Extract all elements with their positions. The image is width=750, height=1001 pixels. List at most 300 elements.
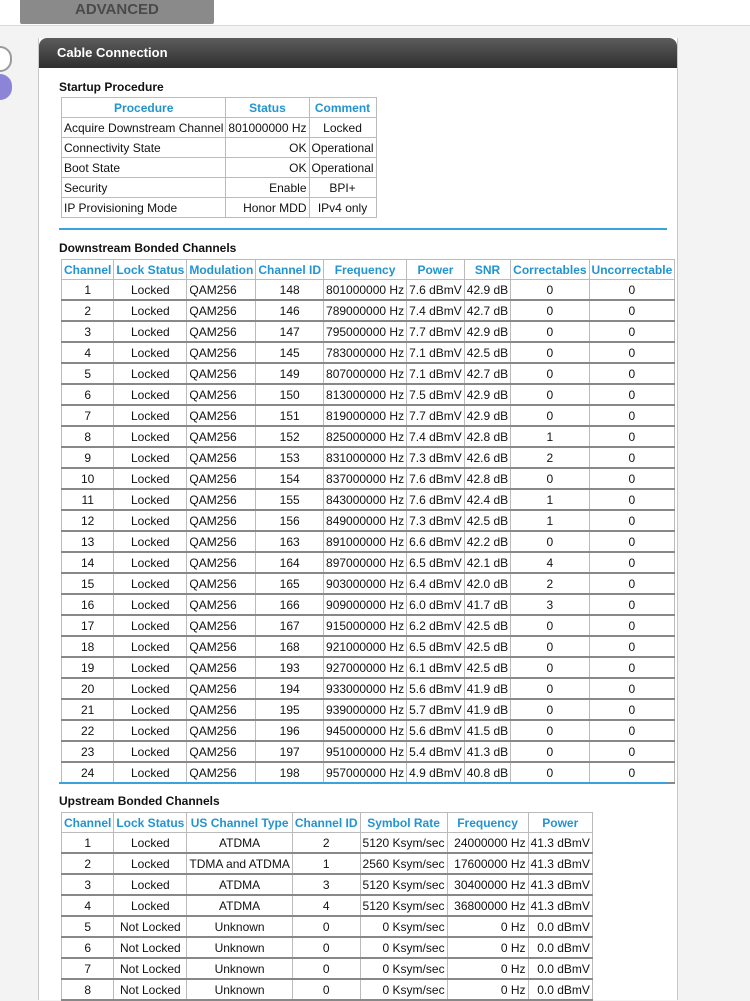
downstream-cell: QAM256 (187, 510, 256, 531)
downstream-cell: Locked (114, 510, 187, 531)
table-row (62, 531, 675, 552)
downstream-cell: 4 (511, 552, 589, 573)
downstream-cell: 23 (62, 741, 114, 762)
downstream-cell: 150 (256, 384, 324, 405)
downstream-cell: 152 (256, 426, 324, 447)
downstream-cell: 795000000 Hz (324, 321, 407, 342)
startup-cell: Boot State (62, 158, 226, 178)
downstream-cell: 0 (589, 552, 675, 573)
downstream-cell: 193 (256, 657, 324, 678)
upstream-cell: Not Locked (114, 979, 187, 1000)
table-row (62, 138, 377, 158)
upstream-cell: 2560 Ksym/sec (360, 853, 447, 874)
upstream-cell: Not Locked (114, 937, 187, 958)
upstream-cell: Locked (114, 874, 187, 895)
downstream-cell: 789000000 Hz (324, 300, 407, 321)
side-toggle-active-icon[interactable] (0, 74, 12, 100)
downstream-cell: 0 (589, 384, 675, 405)
downstream-cell: QAM256 (187, 594, 256, 615)
downstream-cell: 22 (62, 720, 114, 741)
downstream-cell: 21 (62, 699, 114, 720)
downstream-cell: 42.7 dB (464, 363, 510, 384)
downstream-cell: Locked (114, 405, 187, 426)
table-row (62, 853, 593, 874)
downstream-cell: Locked (114, 300, 187, 321)
downstream-cell: QAM256 (187, 678, 256, 699)
upstream-cell: Unknown (187, 937, 292, 958)
downstream-cell: Locked (114, 678, 187, 699)
downstream-cell: 7.4 dBmV (407, 300, 465, 321)
downstream-column-header: Power (407, 260, 465, 280)
downstream-cell: 5 (62, 363, 114, 384)
downstream-cell: 42.8 dB (464, 426, 510, 447)
downstream-cell: 0 (589, 489, 675, 510)
downstream-cell: 7.6 dBmV (407, 489, 465, 510)
table-row (62, 937, 593, 958)
downstream-cell: 0 (589, 363, 675, 384)
downstream-cell: 0 (589, 699, 675, 720)
upstream-cell: 30400000 Hz (447, 874, 528, 895)
downstream-cell: 153 (256, 447, 324, 468)
downstream-cell: 41.7 dB (464, 594, 510, 615)
downstream-cell: Locked (114, 594, 187, 615)
downstream-cell: 0 (511, 531, 589, 552)
startup-cell: Acquire Downstream Channel (62, 118, 226, 138)
advanced-tab-label: ADVANCED (75, 1, 159, 18)
upstream-cell: 2 (292, 833, 360, 854)
upstream-cell: 3 (292, 874, 360, 895)
startup-cell: Connectivity State (62, 138, 226, 158)
upstream-cell: 0 Hz (447, 979, 528, 1000)
table-row (62, 895, 593, 916)
downstream-cell: 0 (511, 720, 589, 741)
downstream-cell: 7.7 dBmV (407, 321, 465, 342)
startup-table (61, 97, 377, 218)
downstream-cell: 40.8 dB (464, 762, 510, 783)
section-divider (59, 228, 667, 230)
downstream-cell: 6.4 dBmV (407, 573, 465, 594)
downstream-cell: 0 (589, 636, 675, 657)
downstream-cell: 0 (511, 762, 589, 783)
upstream-cell: 0.0 dBmV (528, 937, 592, 958)
downstream-cell: 783000000 Hz (324, 342, 407, 363)
upstream-column-header: Channel ID (292, 813, 360, 833)
upstream-cell: 41.3 dBmV (528, 833, 592, 854)
downstream-cell: QAM256 (187, 384, 256, 405)
table-row (62, 552, 675, 573)
table-row (62, 657, 675, 678)
startup-cell: OK (226, 138, 309, 158)
downstream-cell: Locked (114, 342, 187, 363)
upstream-cell: 17600000 Hz (447, 853, 528, 874)
downstream-cell: Locked (114, 531, 187, 552)
upstream-table (61, 812, 593, 1001)
upstream-cell: Not Locked (114, 916, 187, 937)
downstream-cell: 42.0 dB (464, 573, 510, 594)
upstream-cell: Locked (114, 853, 187, 874)
table-row (62, 594, 675, 615)
downstream-cell: 164 (256, 552, 324, 573)
downstream-cell: 42.1 dB (464, 552, 510, 573)
downstream-cell: QAM256 (187, 363, 256, 384)
table-row (62, 300, 675, 321)
downstream-cell: Locked (114, 741, 187, 762)
downstream-cell: 196 (256, 720, 324, 741)
downstream-column-header: Modulation (187, 260, 256, 280)
downstream-cell: 7.6 dBmV (407, 468, 465, 489)
upstream-cell: 3 (62, 874, 114, 895)
downstream-cell: 945000000 Hz (324, 720, 407, 741)
upstream-column-header: Frequency (447, 813, 528, 833)
upstream-header-row (62, 813, 593, 833)
downstream-cell: QAM256 (187, 447, 256, 468)
downstream-cell: QAM256 (187, 280, 256, 301)
downstream-cell: 13 (62, 531, 114, 552)
downstream-cell: 927000000 Hz (324, 657, 407, 678)
downstream-cell: Locked (114, 489, 187, 510)
upstream-cell: Locked (114, 833, 187, 854)
downstream-cell: Locked (114, 552, 187, 573)
downstream-cell: 0 (589, 468, 675, 489)
downstream-cell: 163 (256, 531, 324, 552)
table-row (62, 384, 675, 405)
downstream-cell: Locked (114, 384, 187, 405)
downstream-cell: 6 (62, 384, 114, 405)
upstream-column-header: Power (528, 813, 592, 833)
upstream-cell: 0 Hz (447, 916, 528, 937)
table-row (62, 874, 593, 895)
downstream-header-row (62, 260, 675, 280)
upstream-cell: 4 (62, 895, 114, 916)
downstream-cell: 0 (589, 531, 675, 552)
downstream-column-header: Correctables (511, 260, 589, 280)
upstream-cell: Unknown (187, 958, 292, 979)
upstream-cell: 0 Ksym/sec (360, 937, 447, 958)
downstream-cell: QAM256 (187, 720, 256, 741)
downstream-cell: QAM256 (187, 426, 256, 447)
downstream-cell: 7.7 dBmV (407, 405, 465, 426)
downstream-cell: 2 (511, 573, 589, 594)
upstream-cell: 0 (292, 916, 360, 937)
downstream-cell: QAM256 (187, 615, 256, 636)
upstream-cell: 5 (62, 916, 114, 937)
downstream-cell: Locked (114, 615, 187, 636)
downstream-table (61, 259, 675, 784)
table-row (62, 178, 377, 198)
downstream-cell: 0 (589, 342, 675, 363)
downstream-cell: 149 (256, 363, 324, 384)
downstream-cell: QAM256 (187, 636, 256, 657)
top-nav-bar (0, 0, 750, 26)
upstream-cell: 0.0 dBmV (528, 916, 592, 937)
table-row (62, 426, 675, 447)
upstream-cell: 8 (62, 979, 114, 1000)
startup-column-header: Status (226, 98, 309, 118)
downstream-cell: 0 (589, 594, 675, 615)
downstream-cell: 837000000 Hz (324, 468, 407, 489)
downstream-cell: 9 (62, 447, 114, 468)
downstream-cell: 4 (62, 342, 114, 363)
downstream-cell: 7.4 dBmV (407, 426, 465, 447)
downstream-cell: 2 (62, 300, 114, 321)
downstream-cell: Locked (114, 762, 187, 783)
downstream-column-header: Channel ID (256, 260, 324, 280)
upstream-cell: 0 Ksym/sec (360, 916, 447, 937)
downstream-cell: 5.6 dBmV (407, 678, 465, 699)
downstream-cell: 813000000 Hz (324, 384, 407, 405)
downstream-cell: 154 (256, 468, 324, 489)
downstream-cell: 6.0 dBmV (407, 594, 465, 615)
downstream-cell: 825000000 Hz (324, 426, 407, 447)
downstream-cell: 0 (511, 384, 589, 405)
downstream-cell: 167 (256, 615, 324, 636)
downstream-cell: 42.7 dB (464, 300, 510, 321)
table-row (62, 342, 675, 363)
upstream-cell: ATDMA (187, 874, 292, 895)
upstream-cell: 1 (62, 833, 114, 854)
startup-cell: Operational (309, 138, 376, 158)
downstream-cell: 0 (589, 741, 675, 762)
upstream-cell: 24000000 Hz (447, 833, 528, 854)
downstream-cell: Locked (114, 657, 187, 678)
downstream-cell: Locked (114, 573, 187, 594)
startup-cell: Honor MDD (226, 198, 309, 218)
downstream-cell: 42.2 dB (464, 531, 510, 552)
downstream-cell: QAM256 (187, 699, 256, 720)
downstream-cell: 1 (511, 426, 589, 447)
downstream-cell: 42.9 dB (464, 405, 510, 426)
table-row (62, 198, 377, 218)
downstream-cell: 10 (62, 468, 114, 489)
upstream-cell: Not Locked (114, 958, 187, 979)
downstream-cell: 8 (62, 426, 114, 447)
downstream-cell: Locked (114, 468, 187, 489)
downstream-cell: 915000000 Hz (324, 615, 407, 636)
table-row (62, 720, 675, 741)
startup-cell: IPv4 only (309, 198, 376, 218)
upstream-cell: 0 (292, 937, 360, 958)
advanced-tab[interactable] (20, 0, 214, 24)
downstream-cell: 0 (589, 657, 675, 678)
downstream-cell: 42.5 dB (464, 510, 510, 531)
table-row (62, 573, 675, 594)
upstream-title: Upstream Bonded Channels (59, 794, 220, 808)
downstream-cell: QAM256 (187, 573, 256, 594)
startup-header-row (62, 98, 377, 118)
downstream-cell: 42.8 dB (464, 468, 510, 489)
downstream-cell: QAM256 (187, 405, 256, 426)
downstream-cell: 151 (256, 405, 324, 426)
downstream-cell: 166 (256, 594, 324, 615)
downstream-title: Downstream Bonded Channels (59, 241, 237, 255)
downstream-cell: 147 (256, 321, 324, 342)
downstream-cell: 155 (256, 489, 324, 510)
upstream-column-header: US Channel Type (187, 813, 292, 833)
downstream-cell: 19 (62, 657, 114, 678)
table-row (62, 916, 593, 937)
panel-title: Cable Connection (39, 38, 677, 68)
downstream-cell: 5.7 dBmV (407, 699, 465, 720)
upstream-cell: 0 Ksym/sec (360, 979, 447, 1000)
upstream-cell: 7 (62, 958, 114, 979)
downstream-cell: 0 (511, 363, 589, 384)
downstream-cell: 0 (511, 468, 589, 489)
downstream-cell: 0 (589, 762, 675, 783)
downstream-cell: 3 (62, 321, 114, 342)
startup-cell: OK (226, 158, 309, 178)
table-row (62, 321, 675, 342)
upstream-cell: 36800000 Hz (447, 895, 528, 916)
downstream-cell: 7.6 dBmV (407, 280, 465, 301)
startup-cell: Locked (309, 118, 376, 138)
upstream-cell: 1 (292, 853, 360, 874)
table-row (62, 979, 593, 1000)
downstream-cell: 42.9 dB (464, 280, 510, 301)
downstream-cell: 17 (62, 615, 114, 636)
downstream-cell: 11 (62, 489, 114, 510)
downstream-cell: 909000000 Hz (324, 594, 407, 615)
table-row (62, 405, 675, 426)
downstream-cell: 42.9 dB (464, 321, 510, 342)
downstream-cell: 42.9 dB (464, 384, 510, 405)
downstream-column-header: SNR (464, 260, 510, 280)
downstream-cell: QAM256 (187, 741, 256, 762)
downstream-cell: 801000000 Hz (324, 280, 407, 301)
downstream-column-header: Channel (62, 260, 114, 280)
upstream-cell: 0 (292, 979, 360, 1000)
side-toggle-icon[interactable] (0, 46, 12, 72)
upstream-cell: Unknown (187, 916, 292, 937)
downstream-cell: Locked (114, 363, 187, 384)
downstream-cell: 42.4 dB (464, 489, 510, 510)
downstream-cell: 921000000 Hz (324, 636, 407, 657)
downstream-cell: 0 (589, 426, 675, 447)
downstream-cell: 807000000 Hz (324, 363, 407, 384)
startup-cell: Security (62, 178, 226, 198)
downstream-column-header: Uncorrectable (589, 260, 675, 280)
downstream-cell: 951000000 Hz (324, 741, 407, 762)
downstream-cell: 7.5 dBmV (407, 384, 465, 405)
table-row (62, 280, 675, 301)
downstream-cell: 165 (256, 573, 324, 594)
table-row (62, 833, 593, 854)
upstream-cell: Locked (114, 895, 187, 916)
upstream-cell: 41.3 dBmV (528, 874, 592, 895)
downstream-cell: QAM256 (187, 762, 256, 783)
downstream-cell: Locked (114, 447, 187, 468)
downstream-cell: 0 (589, 678, 675, 699)
downstream-cell: 0 (511, 405, 589, 426)
downstream-cell: QAM256 (187, 657, 256, 678)
downstream-cell: 0 (511, 615, 589, 636)
table-row (62, 489, 675, 510)
downstream-cell: Locked (114, 699, 187, 720)
upstream-cell: 5120 Ksym/sec (360, 895, 447, 916)
downstream-cell: 6.5 dBmV (407, 636, 465, 657)
downstream-column-header: Lock Status (114, 260, 187, 280)
upstream-column-header: Channel (62, 813, 114, 833)
downstream-cell: 0 (511, 636, 589, 657)
downstream-cell: 0 (589, 405, 675, 426)
downstream-cell: 16 (62, 594, 114, 615)
downstream-cell: 197 (256, 741, 324, 762)
upstream-cell: 6 (62, 937, 114, 958)
downstream-cell: 156 (256, 510, 324, 531)
downstream-cell: 14 (62, 552, 114, 573)
downstream-cell: 0 (589, 615, 675, 636)
downstream-cell: 41.5 dB (464, 720, 510, 741)
table-row (62, 447, 675, 468)
downstream-cell: Locked (114, 426, 187, 447)
upstream-cell: 5120 Ksym/sec (360, 874, 447, 895)
downstream-cell: 41.9 dB (464, 678, 510, 699)
downstream-cell: 194 (256, 678, 324, 699)
table-row (62, 636, 675, 657)
table-row (62, 678, 675, 699)
downstream-cell: 0 (589, 300, 675, 321)
downstream-cell: 7.3 dBmV (407, 447, 465, 468)
downstream-cell: 15 (62, 573, 114, 594)
table-row (62, 468, 675, 489)
downstream-cell: 1 (511, 489, 589, 510)
downstream-cell: Locked (114, 720, 187, 741)
downstream-cell: 145 (256, 342, 324, 363)
downstream-cell: QAM256 (187, 342, 256, 363)
downstream-cell: 7.3 dBmV (407, 510, 465, 531)
downstream-cell: 198 (256, 762, 324, 783)
upstream-cell: 41.3 dBmV (528, 853, 592, 874)
downstream-cell: QAM256 (187, 489, 256, 510)
downstream-cell: QAM256 (187, 531, 256, 552)
downstream-cell: 0 (589, 321, 675, 342)
downstream-cell: 24 (62, 762, 114, 783)
downstream-cell: 146 (256, 300, 324, 321)
section-divider (59, 782, 667, 784)
upstream-cell: 0.0 dBmV (528, 979, 592, 1000)
startup-cell: IP Provisioning Mode (62, 198, 226, 218)
table-row (62, 158, 377, 178)
downstream-cell: 5.4 dBmV (407, 741, 465, 762)
table-row (62, 615, 675, 636)
downstream-cell: 0 (511, 342, 589, 363)
downstream-cell: 897000000 Hz (324, 552, 407, 573)
downstream-cell: 0 (511, 300, 589, 321)
downstream-cell: 1 (511, 510, 589, 531)
downstream-cell: 849000000 Hz (324, 510, 407, 531)
table-row (62, 958, 593, 979)
downstream-cell: 148 (256, 280, 324, 301)
downstream-cell: 957000000 Hz (324, 762, 407, 783)
downstream-cell: 195 (256, 699, 324, 720)
upstream-cell: 0 Hz (447, 937, 528, 958)
downstream-cell: 6.6 dBmV (407, 531, 465, 552)
downstream-cell: 42.5 dB (464, 342, 510, 363)
downstream-cell: 6.5 dBmV (407, 552, 465, 573)
table-row (62, 363, 675, 384)
startup-cell: Operational (309, 158, 376, 178)
upstream-cell: 0.0 dBmV (528, 958, 592, 979)
downstream-cell: Locked (114, 636, 187, 657)
startup-cell: BPI+ (309, 178, 376, 198)
upstream-column-header: Symbol Rate (360, 813, 447, 833)
downstream-cell: 0 (511, 657, 589, 678)
startup-title: Startup Procedure (59, 80, 164, 94)
downstream-cell: 819000000 Hz (324, 405, 407, 426)
downstream-cell: 0 (589, 280, 675, 301)
downstream-cell: 168 (256, 636, 324, 657)
upstream-cell: 0 Hz (447, 958, 528, 979)
downstream-cell: 0 (589, 573, 675, 594)
